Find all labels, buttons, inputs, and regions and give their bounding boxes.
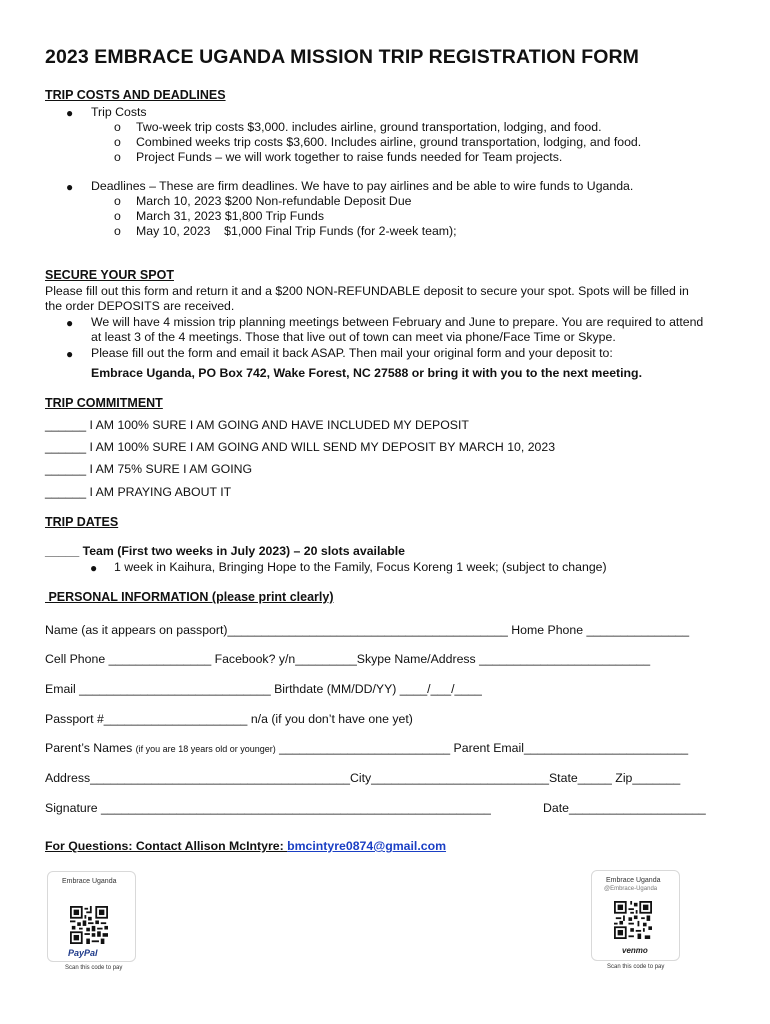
sub-bullet-icon: o [114, 209, 121, 223]
commitment-heading: TRIP COMMITMENT [45, 396, 163, 410]
name-field[interactable]: Name (as it appears on passport)_________________________________________ Home Phone _______________ [45, 623, 690, 637]
commitment-option[interactable]: ______ I AM 100% SURE I AM GOING AND HAVE INCLUDED MY DEPOSIT [45, 418, 469, 432]
paypal-account-name: Embrace Uganda [62, 878, 117, 885]
venmo-qr-code-icon[interactable] [614, 901, 652, 939]
deadline-item: March 31, 2023 $1,800 Trip Funds [136, 209, 324, 223]
date-field[interactable]: Date____________________ [543, 801, 706, 815]
costs-heading: TRIP COSTS AND DEADLINES [45, 88, 226, 102]
trip-cost-item: Combined weeks trip costs $3,600. Includes airline, ground transportation, lodging, and food. [136, 135, 642, 149]
bullet-icon: ● [66, 316, 74, 330]
cell-field[interactable]: Cell Phone _______________ Facebook? y/n_________Skype Name/Address _________________________ [45, 652, 651, 666]
paypal-qr-code-icon[interactable] [70, 906, 108, 944]
secure-heading: SECURE YOUR SPOT [45, 268, 174, 282]
personal-heading: PERSONAL INFORMATION (please print clearly) [45, 590, 334, 604]
commitment-option[interactable]: ______ I AM 100% SURE I AM GOING AND WILL SEND MY DEPOSIT BY MARCH 10, 2023 [45, 440, 556, 454]
meetings-note: We will have 4 mission trip planning meetings between February and June to prepare. You are required to attend [91, 315, 704, 329]
bullet-icon: ● [90, 561, 98, 575]
meetings-note: at least 3 of the 4 meetings. Those that live out of town can meet via phone/Face Time or Skype. [91, 330, 616, 344]
secure-paragraph: the order DEPOSITS are received. [45, 299, 235, 313]
mailing-address: Embrace Uganda, PO Box 742, Wake Forest, NC 27588 or bring it with you to the next meeting. [91, 366, 642, 380]
bullet-icon: ● [66, 106, 74, 120]
parent-age-note: (if you are 18 years old or younger) [135, 744, 276, 754]
sub-bullet-icon: o [114, 150, 121, 164]
team-option[interactable]: _____ Team (First two weeks in July 2023) – 20 slots available [45, 544, 405, 558]
address-field[interactable]: Address______________________________________City__________________________State_____ Zip_______ [45, 771, 681, 785]
deadline-item: March 10, 2023 $200 Non-refundable Deposit Due [136, 194, 412, 208]
mail-instructions: Please fill out the form and email it back ASAP. Then mail your original form and your deposit to: [91, 346, 613, 360]
team-detail: 1 week in Kaihura, Bringing Hope to the Family, Focus Koreng 1 week; (subject to change) [114, 560, 607, 574]
parent-blanks: _________________________ Parent Email________________________ [275, 741, 689, 755]
deadline-item: May 10, 2023 $1,000 Final Trip Funds (for 2-week team); [136, 224, 457, 238]
sub-bullet-icon: o [114, 135, 121, 149]
trip-cost-item: Two-week trip costs $3,000. includes airline, ground transportation, lodging, and food. [136, 120, 602, 134]
trip-cost-item: Project Funds – we will work together to raise funds needed for Team projects. [136, 150, 563, 164]
signature-field[interactable]: Signature _________________________________________________________ [45, 801, 491, 815]
sub-bullet-icon: o [114, 120, 121, 134]
sub-bullet-icon: o [114, 224, 121, 238]
secure-paragraph: Please fill out this form and return it and a $200 NON-REFUNDABLE deposit to secure your spot. Spots will be filled in [45, 284, 689, 298]
bullet-icon: ● [66, 347, 74, 361]
venmo-handle: @Embrace-Uganda [604, 886, 658, 892]
contact-email-link[interactable]: bmcintyre0874@gmail.com [287, 839, 447, 853]
venmo-qr-card [591, 870, 680, 961]
venmo-logo: venmo [622, 946, 648, 955]
venmo-caption: Scan this code to pay [607, 964, 665, 970]
commitment-option[interactable]: ______ I AM 75% SURE I AM GOING [45, 462, 253, 476]
contact-label: For Questions: Contact Allison McIntyre: [45, 839, 288, 853]
bullet-icon: ● [66, 180, 74, 194]
deadlines-label: Deadlines – These are firm deadlines. We have to pay airlines and be able to wire funds to Uganda. [91, 179, 634, 193]
venmo-account-name: Embrace Uganda [606, 877, 661, 884]
dates-heading: TRIP DATES [45, 515, 119, 529]
sub-bullet-icon: o [114, 194, 121, 208]
trip-costs-label: Trip Costs [91, 105, 147, 119]
passport-field[interactable]: Passport #_____________________ n/a (if you don’t have one yet) [45, 712, 413, 726]
email-field[interactable]: Email ____________________________ Birthdate (MM/DD/YY) ____/___/____ [45, 682, 482, 696]
page-title: 2023 EMBRACE UGANDA MISSION TRIP REGISTRATION FORM [45, 46, 640, 68]
contact-line [45, 839, 446, 853]
parent-field[interactable] [45, 741, 688, 755]
paypal-qr-card [47, 871, 136, 962]
parent-label: Parent’s Names [45, 741, 136, 755]
paypal-caption: Scan this code to pay [65, 965, 123, 971]
paypal-logo: PayPal [68, 948, 98, 958]
commitment-option[interactable]: ______ I AM PRAYING ABOUT IT [45, 485, 232, 499]
